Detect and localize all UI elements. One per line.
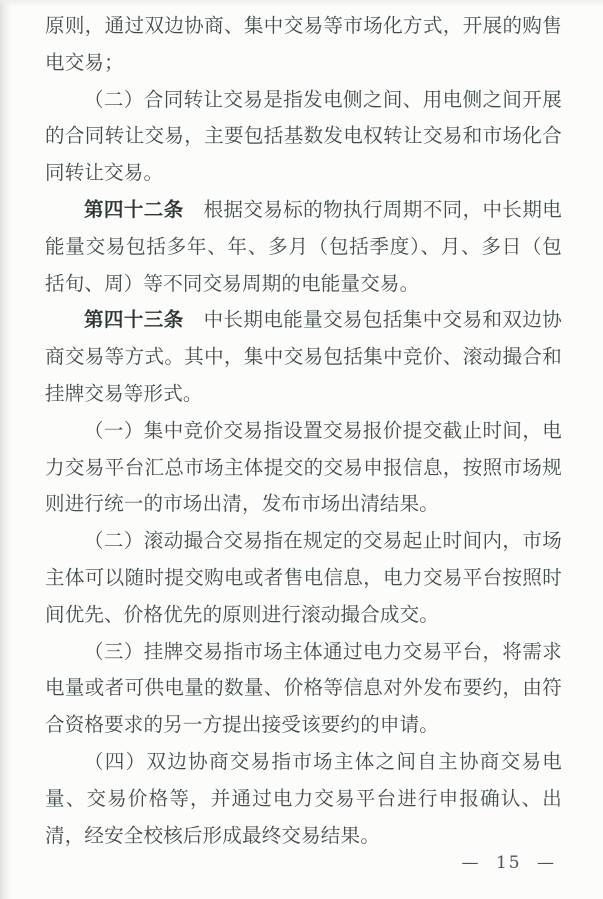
paragraph — [45, 302, 562, 412]
paragraph-text: （四）双边协商交易指市场主体之间自主协商交易电量、交易价格等，并通过电力交易平台进行申报确认、出清，经安全校核后形成最终交易结果。 — [45, 749, 562, 847]
paragraph — [45, 82, 562, 192]
paragraph-text: 原则，通过双边协商、集中交易等市场化方式，开展的购售电交易； — [45, 14, 562, 74]
article-number: 第四十三条 — [84, 308, 184, 332]
paragraph-text: （二）滚动撮合交易指在规定的交易起止时间内，市场主体可以随时提交购电或者售电信息，电力交易平台按照时间优先、价格优先的原则进行滚动撮合成交。 — [45, 529, 562, 626]
paragraph-text: 根据交易标的物执行周期不同，中长期电能量交易包括多年、年、多月（包括季度）、月、多日（包括旬、周）等不同交易周期的电能量交易。 — [45, 197, 562, 295]
paragraph — [45, 8, 562, 82]
page-top-edge-shadow — [0, 0, 603, 6]
paragraph — [45, 744, 562, 854]
paragraph-text: （二）合同转让交易是指发电侧之间、用电侧之间开展的合同转让交易，主要包括基数发电权转让交易和市场化合同转让交易。 — [45, 87, 562, 185]
paragraph — [45, 413, 562, 523]
page-left-edge-shadow — [0, 0, 12, 899]
paragraph-text: 中长期电能量交易包括集中交易和双边协商交易等方式。其中，集中交易包括集中竞价、滚动撮合和挂牌交易等形式。 — [45, 308, 562, 405]
page-number: — 15 — — [461, 853, 556, 873]
article-number: 第四十二条 — [84, 197, 184, 221]
paragraph — [45, 523, 562, 633]
document-body — [45, 8, 562, 854]
paragraph-text: （三）挂牌交易指市场主体通过电力交易平台，将需求电量或者可供电量的数量、价格等信息对外发布要约，由符合资格要求的另一方提出接受该要约的申请。 — [45, 639, 562, 737]
paragraph-text: （一）集中竞价交易指设置交易报价提交截止时间，电力交易平台汇总市场主体提交的交易申报信息，按照市场规则进行统一的市场出清，发布市场出清结果。 — [45, 418, 562, 516]
paragraph — [45, 192, 562, 302]
paragraph — [45, 634, 562, 744]
